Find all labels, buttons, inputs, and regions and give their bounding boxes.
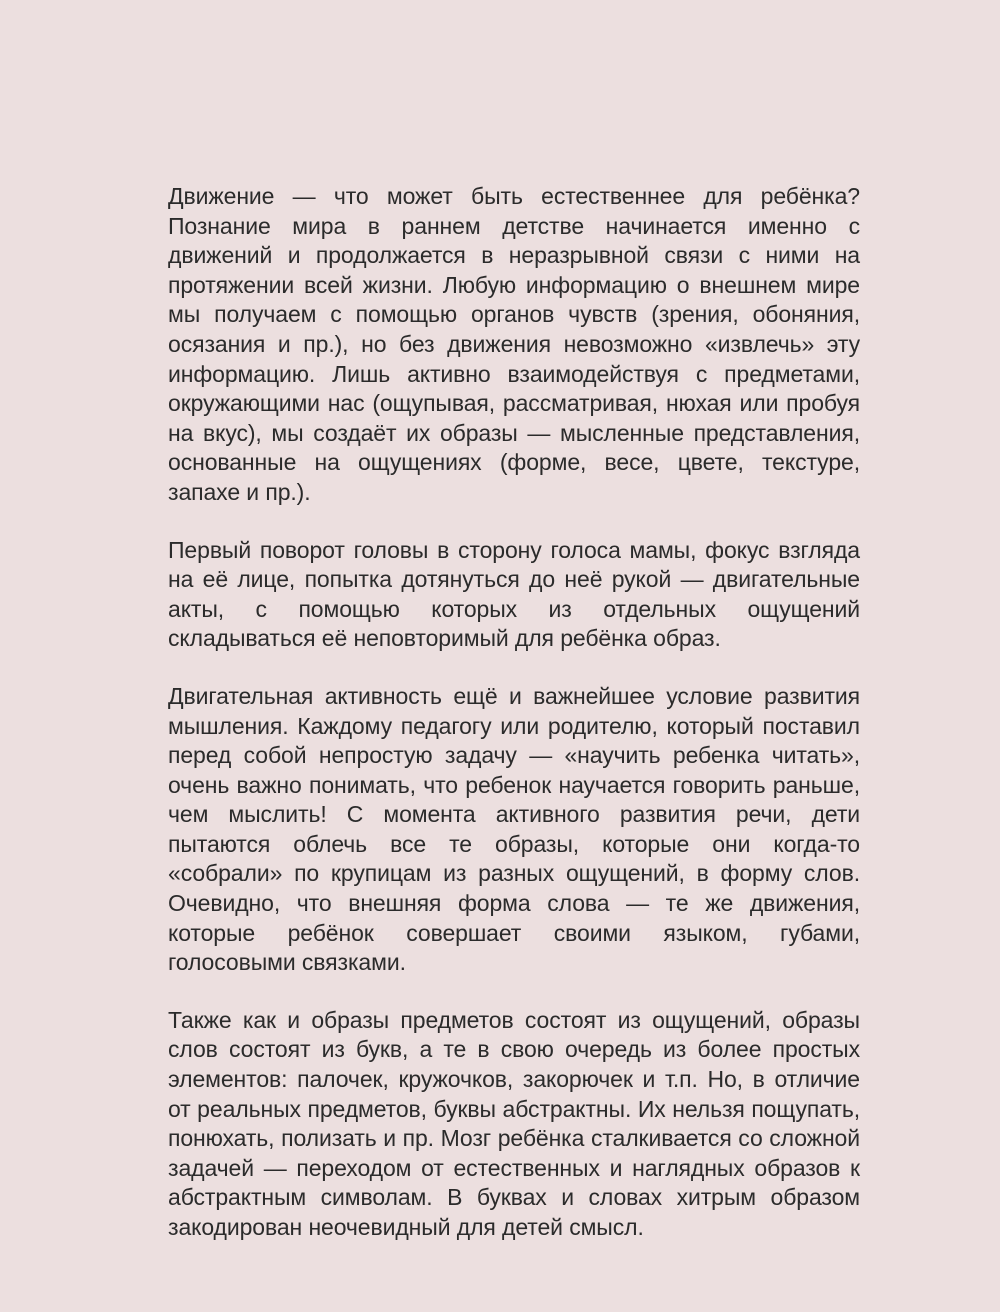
paragraph-abstract-letters: Также как и образы предметов состоят из ощущений, образы слов состоят из букв, а те в свою очередь из более простых элементов: палочек, кружочков, закорючек и т.п. Но, в отличие от реальных предметов, буквы абстрактны. Их нельзя пощупать, понюхать, полизать и пр. Мозг ребёнка сталкивается со сложной задачей — переходом от естественных и наглядных образов к абстрактным символам. В буквах и словах хитрым образом закодирован неочевидный для детей смысл. <box>168 1006 860 1240</box>
paragraph-first-movements: Первый поворот головы в сторону голоса мамы, фокус взгляда на её лице, попытка дотянуться до неё рукой — двигательные акты, с помощью которых из отдельных ощущений складываться её неповторимый для ребёнка образ. <box>168 536 860 652</box>
text-block <box>168 182 860 1271</box>
paragraph-motor-activity: Двигательная активность ещё и важнейшее условие развития мышления. Каждому педагогу или родителю, который поставил перед собой непростую задачу — «научить ребенка читать», очень важно понимать, что ребенок научается говорить раньше, чем мыслить! С момента активного развития речи, дети пытаются облечь все те образы, которые они когда-то «собрали» по крупицам из разных ощущений, в форму слов. Очевидно, что внешняя форма слова — те же движения, которые ребёнок совершает своими языком, губами, голосовыми связками. <box>168 682 860 976</box>
paragraph-movement-intro: Движение — что может быть естественнее для ребёнка? Познание мира в раннем детстве начинается именно с движений и продолжается в неразрывной связи с ними на протяжении всей жизни. Любую информацию о внешнем мире мы получаем с помощью органов чувств (зрения, обоняния, осязания и пр.), но без движения невозможно «извлечь» эту информацию. Лишь активно взаимодействуя с предметами, окружающими нас (ощупывая, рассматривая, нюхая или пробуя на вкус), мы создаёт их образы — мысленные представления, основанные на ощущениях (форме, весе, цвете, текстуре, запахе и пр.). <box>168 183 860 505</box>
